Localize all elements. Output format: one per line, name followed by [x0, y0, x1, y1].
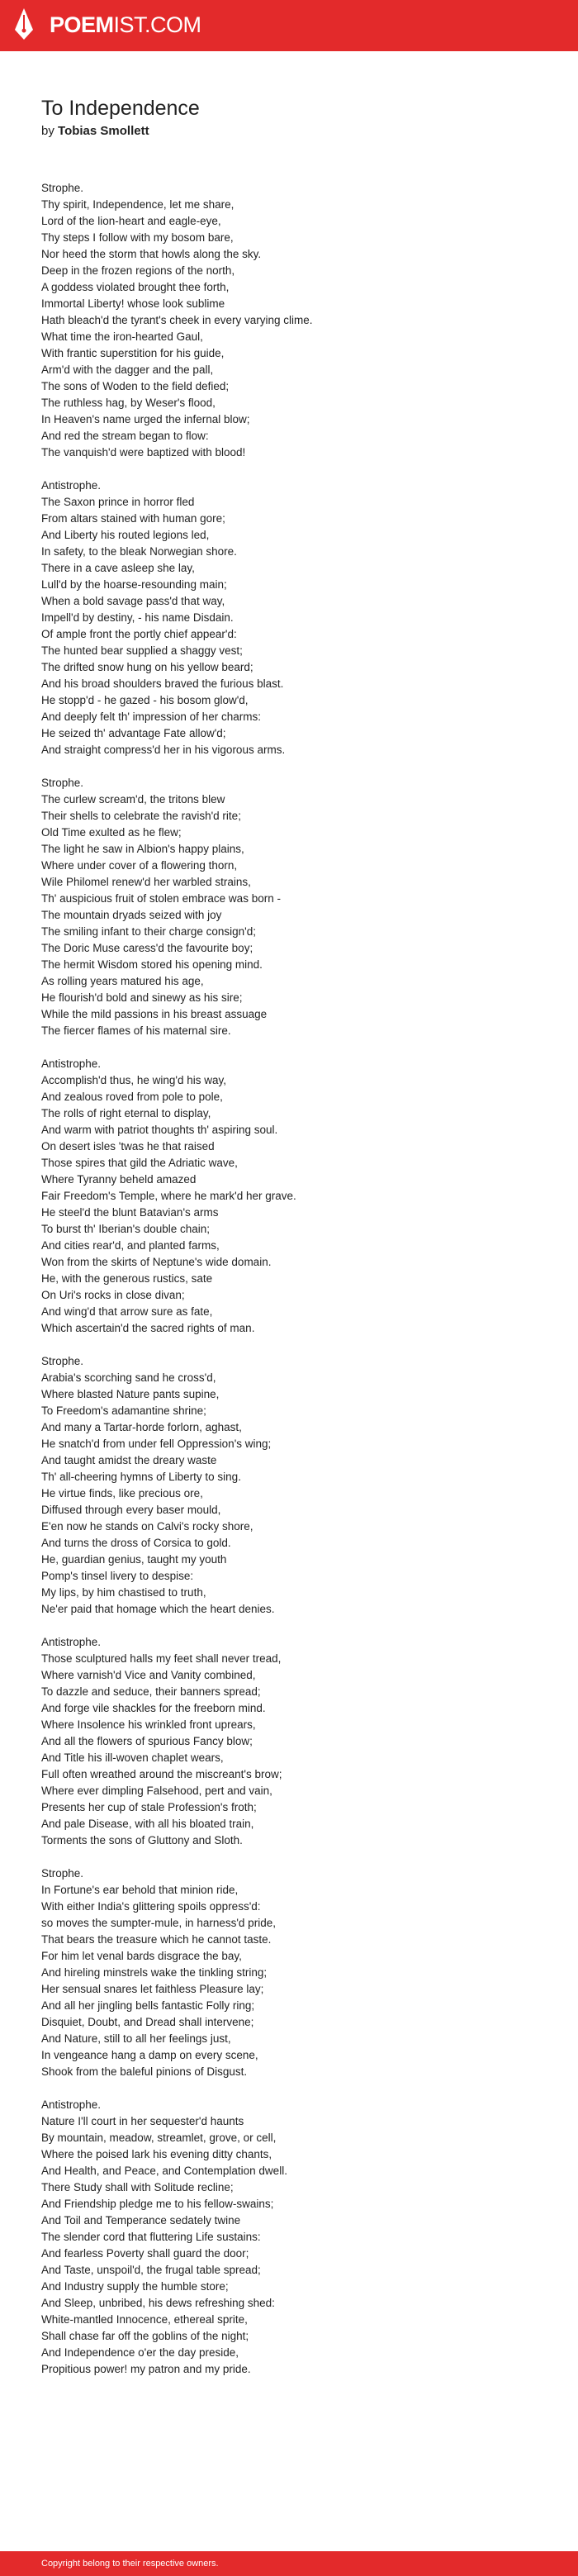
stanza-heading: Strophe. [41, 1355, 84, 1367]
stanza-heading: Strophe. [41, 1867, 84, 1880]
poem-line: And wing'd that arrow sure as fate, [41, 1305, 213, 1318]
poem-stanza [41, 1865, 553, 2080]
poem-line: The slender cord that fluttering Life sustains: [41, 2231, 261, 2243]
poem-line: And Health, and Peace, and Contemplation dwell. [41, 2165, 287, 2177]
poem-line: And Liberty his routed legions led, [41, 529, 210, 541]
poem-line: The light he saw in Albion's happy plains, [41, 843, 244, 855]
poem-line: Hath bleach'd the tyrant's cheek in every varying clime. [41, 314, 313, 326]
poem-line: Old Time exulted as he flew; [41, 826, 182, 839]
poem-line: And his broad shoulders braved the furious blast. [41, 677, 284, 690]
poem-line: Accomplish'd thus, he wing'd his way, [41, 1074, 227, 1086]
poem-body [41, 180, 553, 2394]
poem-line: And Friendship pledge me to his fellow-swains; [41, 2198, 274, 2210]
poem-line: In safety, to the bleak Norwegian shore. [41, 545, 237, 558]
poem-line: Where ever dimpling Falsehood, pert and vain, [41, 1785, 272, 1797]
poem-stanza [41, 1056, 553, 1337]
poem-line: Of ample front the portly chief appear'd: [41, 628, 237, 640]
poem-byline [41, 124, 149, 139]
poem-line: On Uri's rocks in close divan; [41, 1289, 185, 1301]
poem-line: The curlew scream'd, the tritons blew [41, 793, 225, 806]
poem-line: And Title his ill-woven chaplet wears, [41, 1751, 224, 1764]
stanza-heading: Strophe. [41, 182, 84, 194]
poem-line: With frantic superstition for his guide, [41, 347, 225, 359]
poem-line: Her sensual snares let faithless Pleasure lay; [41, 1983, 264, 1995]
stanza-heading: Antistrophe. [41, 2098, 102, 2111]
poem-stanza [41, 775, 553, 1039]
poem-line: Won from the skirts of Neptune's wide domain. [41, 1256, 272, 1268]
poem-line: And straight compress'd her in his vigorous arms. [41, 744, 286, 756]
poem-line: Disquiet, Doubt, and Dread shall intervene; [41, 2016, 254, 2028]
poem-line: With either India's glittering spoils oppress'd: [41, 1900, 261, 1913]
poem-line: The hermit Wisdom stored his opening mind. [41, 958, 263, 971]
poem-line: And hireling minstrels wake the tinkling string; [41, 1966, 268, 1979]
poem-line: He, guardian genius, taught my youth [41, 1553, 227, 1566]
poem-line: Thy spirit, Independence, let me share, [41, 198, 235, 211]
poem-line: For him let venal bards disgrace the bay, [41, 1950, 242, 1962]
poem-line: And deeply felt th' impression of her charms: [41, 711, 261, 723]
poem-line: Where varnish'd Vice and Vanity combined, [41, 1669, 256, 1681]
brand-light: IST.COM [113, 12, 201, 37]
poem-line: A goddess violated brought thee forth, [41, 281, 230, 293]
poem-stanza [41, 2097, 553, 2378]
poem-stanza [41, 1634, 553, 1849]
poem-line: And warm with patriot thoughts th' aspiring soul. [41, 1124, 278, 1136]
poem-line: There in a cave asleep she lay, [41, 562, 195, 574]
poem-line: To Freedom's adamantine shrine; [41, 1404, 206, 1417]
pen-nib-icon[interactable] [15, 8, 33, 40]
poem-line: In Fortune's ear behold that minion ride, [41, 1884, 239, 1896]
poem-line: Full often wreathed around the miscreant's brow; [41, 1768, 282, 1780]
poem-line: While the mild passions in his breast assuage [41, 1008, 268, 1020]
poem-line: And cities rear'd, and planted farms, [41, 1239, 220, 1252]
stanza-heading: Antistrophe. [41, 1057, 102, 1070]
poem-line: The sons of Woden to the field defied; [41, 380, 230, 392]
poem-line: And many a Tartar-horde forlorn, aghast, [41, 1421, 242, 1433]
poem-line: Propitious power! my patron and my pride. [41, 2363, 251, 2375]
poem-line: Their shells to celebrate the ravish'd rite; [41, 810, 241, 822]
poem-line: In Heaven's name urged the infernal blow; [41, 413, 250, 425]
poem-line: By mountain, meadow, streamlet, grove, or cell, [41, 2132, 277, 2144]
poem-line: Shook from the baleful pinions of Disgust. [41, 2065, 248, 2078]
stanza-heading: Antistrophe. [41, 1636, 102, 1648]
poem-line: The mountain dryads seized with joy [41, 909, 222, 921]
poem-line: The rolls of right eternal to display, [41, 1107, 211, 1119]
poem-line: And Independence o'er the day preside, [41, 2346, 239, 2359]
poem-line: The ruthless hag, by Weser's flood, [41, 397, 216, 409]
copyright-notice: Copyright belong to their respective owners. [41, 2559, 219, 2569]
poem-line: Lord of the lion-heart and eagle-eye, [41, 215, 221, 227]
poem-line: And zealous roved from pole to pole, [41, 1091, 223, 1103]
poem-line: The fiercer flames of his maternal sire. [41, 1024, 231, 1037]
poem-line: He snatch'd from under fell Oppression's wing; [41, 1438, 272, 1450]
brand-bold: POEM [50, 12, 114, 37]
poem-line: And fearless Poverty shall guard the door; [41, 2247, 249, 2260]
poem-line: On desert isles 'twas he that raised [41, 1140, 215, 1153]
poem-line: My lips, by him chastised to truth, [41, 1586, 206, 1599]
poem-line: Lull'd by the hoarse-resounding main; [41, 578, 227, 591]
poem-line: Ne'er paid that homage which the heart denies. [41, 1603, 275, 1615]
poem-line: The drifted snow hung on his yellow beard; [41, 661, 253, 673]
poem-line: Which ascertain'd the sacred rights of man. [41, 1322, 255, 1334]
poem-line: There Study shall with Solitude recline; [41, 2181, 234, 2193]
poem-stanza [41, 1353, 553, 1618]
poem-line: Impell'd by destiny, - his name Disdain. [41, 611, 234, 624]
poem-line: And Nature, still to all her feelings just, [41, 2032, 231, 2045]
poem-line: E'en now he stands on Calvi's rocky shore, [41, 1520, 253, 1533]
poem-stanza [41, 180, 553, 461]
site-logo[interactable] [50, 12, 201, 37]
poem-line: Pomp's tinsel livery to despise: [41, 1570, 194, 1582]
poem-line: When a bold savage pass'd that way, [41, 595, 225, 607]
stanza-heading: Antistrophe. [41, 479, 102, 492]
poem-line: Th' auspicious fruit of stolen embrace was born - [41, 892, 281, 905]
poem-line: He virtue finds, like precious ore, [41, 1487, 203, 1499]
poem-line: Where blasted Nature pants supine, [41, 1388, 220, 1400]
poem-line: And Industry supply the humble store; [41, 2280, 229, 2293]
poem-line: And forge vile shackles for the freeborn mind. [41, 1702, 266, 1714]
poem-line: He stopp'd - he gazed - his bosom glow'd, [41, 694, 249, 706]
poem-line: He, with the generous rustics, sate [41, 1272, 213, 1285]
poem-line: The Doric Muse caress'd the favourite boy; [41, 942, 253, 954]
poem-line: Nor heed the storm that howls along the sky. [41, 248, 262, 260]
poem-line: And Sleep, unbribed, his dews refreshing shed: [41, 2297, 275, 2309]
poem-line: Th' all-cheering hymns of Liberty to sing. [41, 1471, 241, 1483]
poem-line: so moves the sumpter-mule, in harness'd pride, [41, 1917, 276, 1929]
poem-line: Where Tyranny beheld amazed [41, 1173, 197, 1186]
poem-line: And all the flowers of spurious Fancy blow; [41, 1735, 253, 1747]
author-link[interactable]: Tobias Smollett [58, 124, 149, 138]
poem-line: The Saxon prince in horror fled [41, 496, 195, 508]
poem-stanza [41, 478, 553, 758]
site-footer [0, 2551, 578, 2576]
poem-line: Arabia's scorching sand he cross'd, [41, 1371, 216, 1384]
poem-line: Where under cover of a flowering thorn, [41, 859, 238, 872]
poem-line: And red the stream began to flow: [41, 430, 209, 442]
poem-line: To burst th' Iberian's double chain; [41, 1223, 211, 1235]
poem-line: Arm'd with the dagger and the pall, [41, 364, 214, 376]
poem-line: That bears the treasure which he cannot taste. [41, 1933, 272, 1946]
poem-line: He steel'd the blunt Batavian's arms [41, 1206, 219, 1219]
by-label: by [41, 124, 54, 138]
site-header [0, 0, 578, 51]
poem-line: And Toil and Temperance sedately twine [41, 2214, 241, 2227]
poem-line: And pale Disease, with all his bloated train, [41, 1818, 254, 1830]
poem-line: He flourish'd bold and sinewy as his sire; [41, 991, 243, 1004]
poem-line: Fair Freedom's Temple, where he mark'd her grave. [41, 1190, 296, 1202]
poem-line: And turns the dross of Corsica to gold. [41, 1537, 231, 1549]
poem-line: Diffused through every baser mould, [41, 1504, 221, 1516]
poem-line: Immortal Liberty! whose look sublime [41, 297, 225, 310]
poem-line: The smiling infant to their charge consign'd; [41, 925, 256, 938]
poem-line: Where Insolence his wrinkled front uprears, [41, 1718, 256, 1731]
poem-line: Deep in the frozen regions of the north, [41, 264, 235, 277]
poem-line: In vengeance hang a damp on every scene, [41, 2049, 258, 2061]
poem-line: As rolling years matured his age, [41, 975, 204, 987]
poem-line: And Taste, unspoil'd, the frugal table spread; [41, 2264, 261, 2276]
poem-line: Shall chase far off the goblins of the night; [41, 2330, 249, 2342]
poem-line: From altars stained with human gore; [41, 512, 225, 525]
poem-line: Presents her cup of stale Profession's froth; [41, 1801, 257, 1813]
poem-line: To dazzle and seduce, their banners spread; [41, 1685, 261, 1698]
poem-line: Torments the sons of Gluttony and Sloth. [41, 1834, 243, 1846]
poem-title: To Independence [41, 97, 200, 120]
poem-line: Those sculptured halls my feet shall never tread, [41, 1652, 282, 1665]
poem-line: The vanquish'd were baptized with blood! [41, 446, 246, 459]
poem-line: Wile Philomel renew'd her warbled strains, [41, 876, 251, 888]
poem-line: And all her jingling bells fantastic Folly ring; [41, 1999, 255, 2012]
poem-line: And taught amidst the dreary waste [41, 1454, 217, 1466]
stanza-heading: Strophe. [41, 777, 84, 789]
poem-line: Nature I'll court in her sequester'd haunts [41, 2115, 244, 2127]
poem-line: The hunted bear supplied a shaggy vest; [41, 644, 243, 657]
poem-line: Where the poised lark his evening ditty chants, [41, 2148, 272, 2160]
poem-line: What time the iron-hearted Gaul, [41, 330, 203, 343]
poem-line: White-mantled Innocence, ethereal sprite, [41, 2313, 248, 2326]
poem-line: Those spires that gild the Adriatic wave, [41, 1157, 238, 1169]
poem-line: Thy steps I follow with my bosom bare, [41, 231, 234, 244]
poem-line: He seized th' advantage Fate allow'd; [41, 727, 226, 739]
